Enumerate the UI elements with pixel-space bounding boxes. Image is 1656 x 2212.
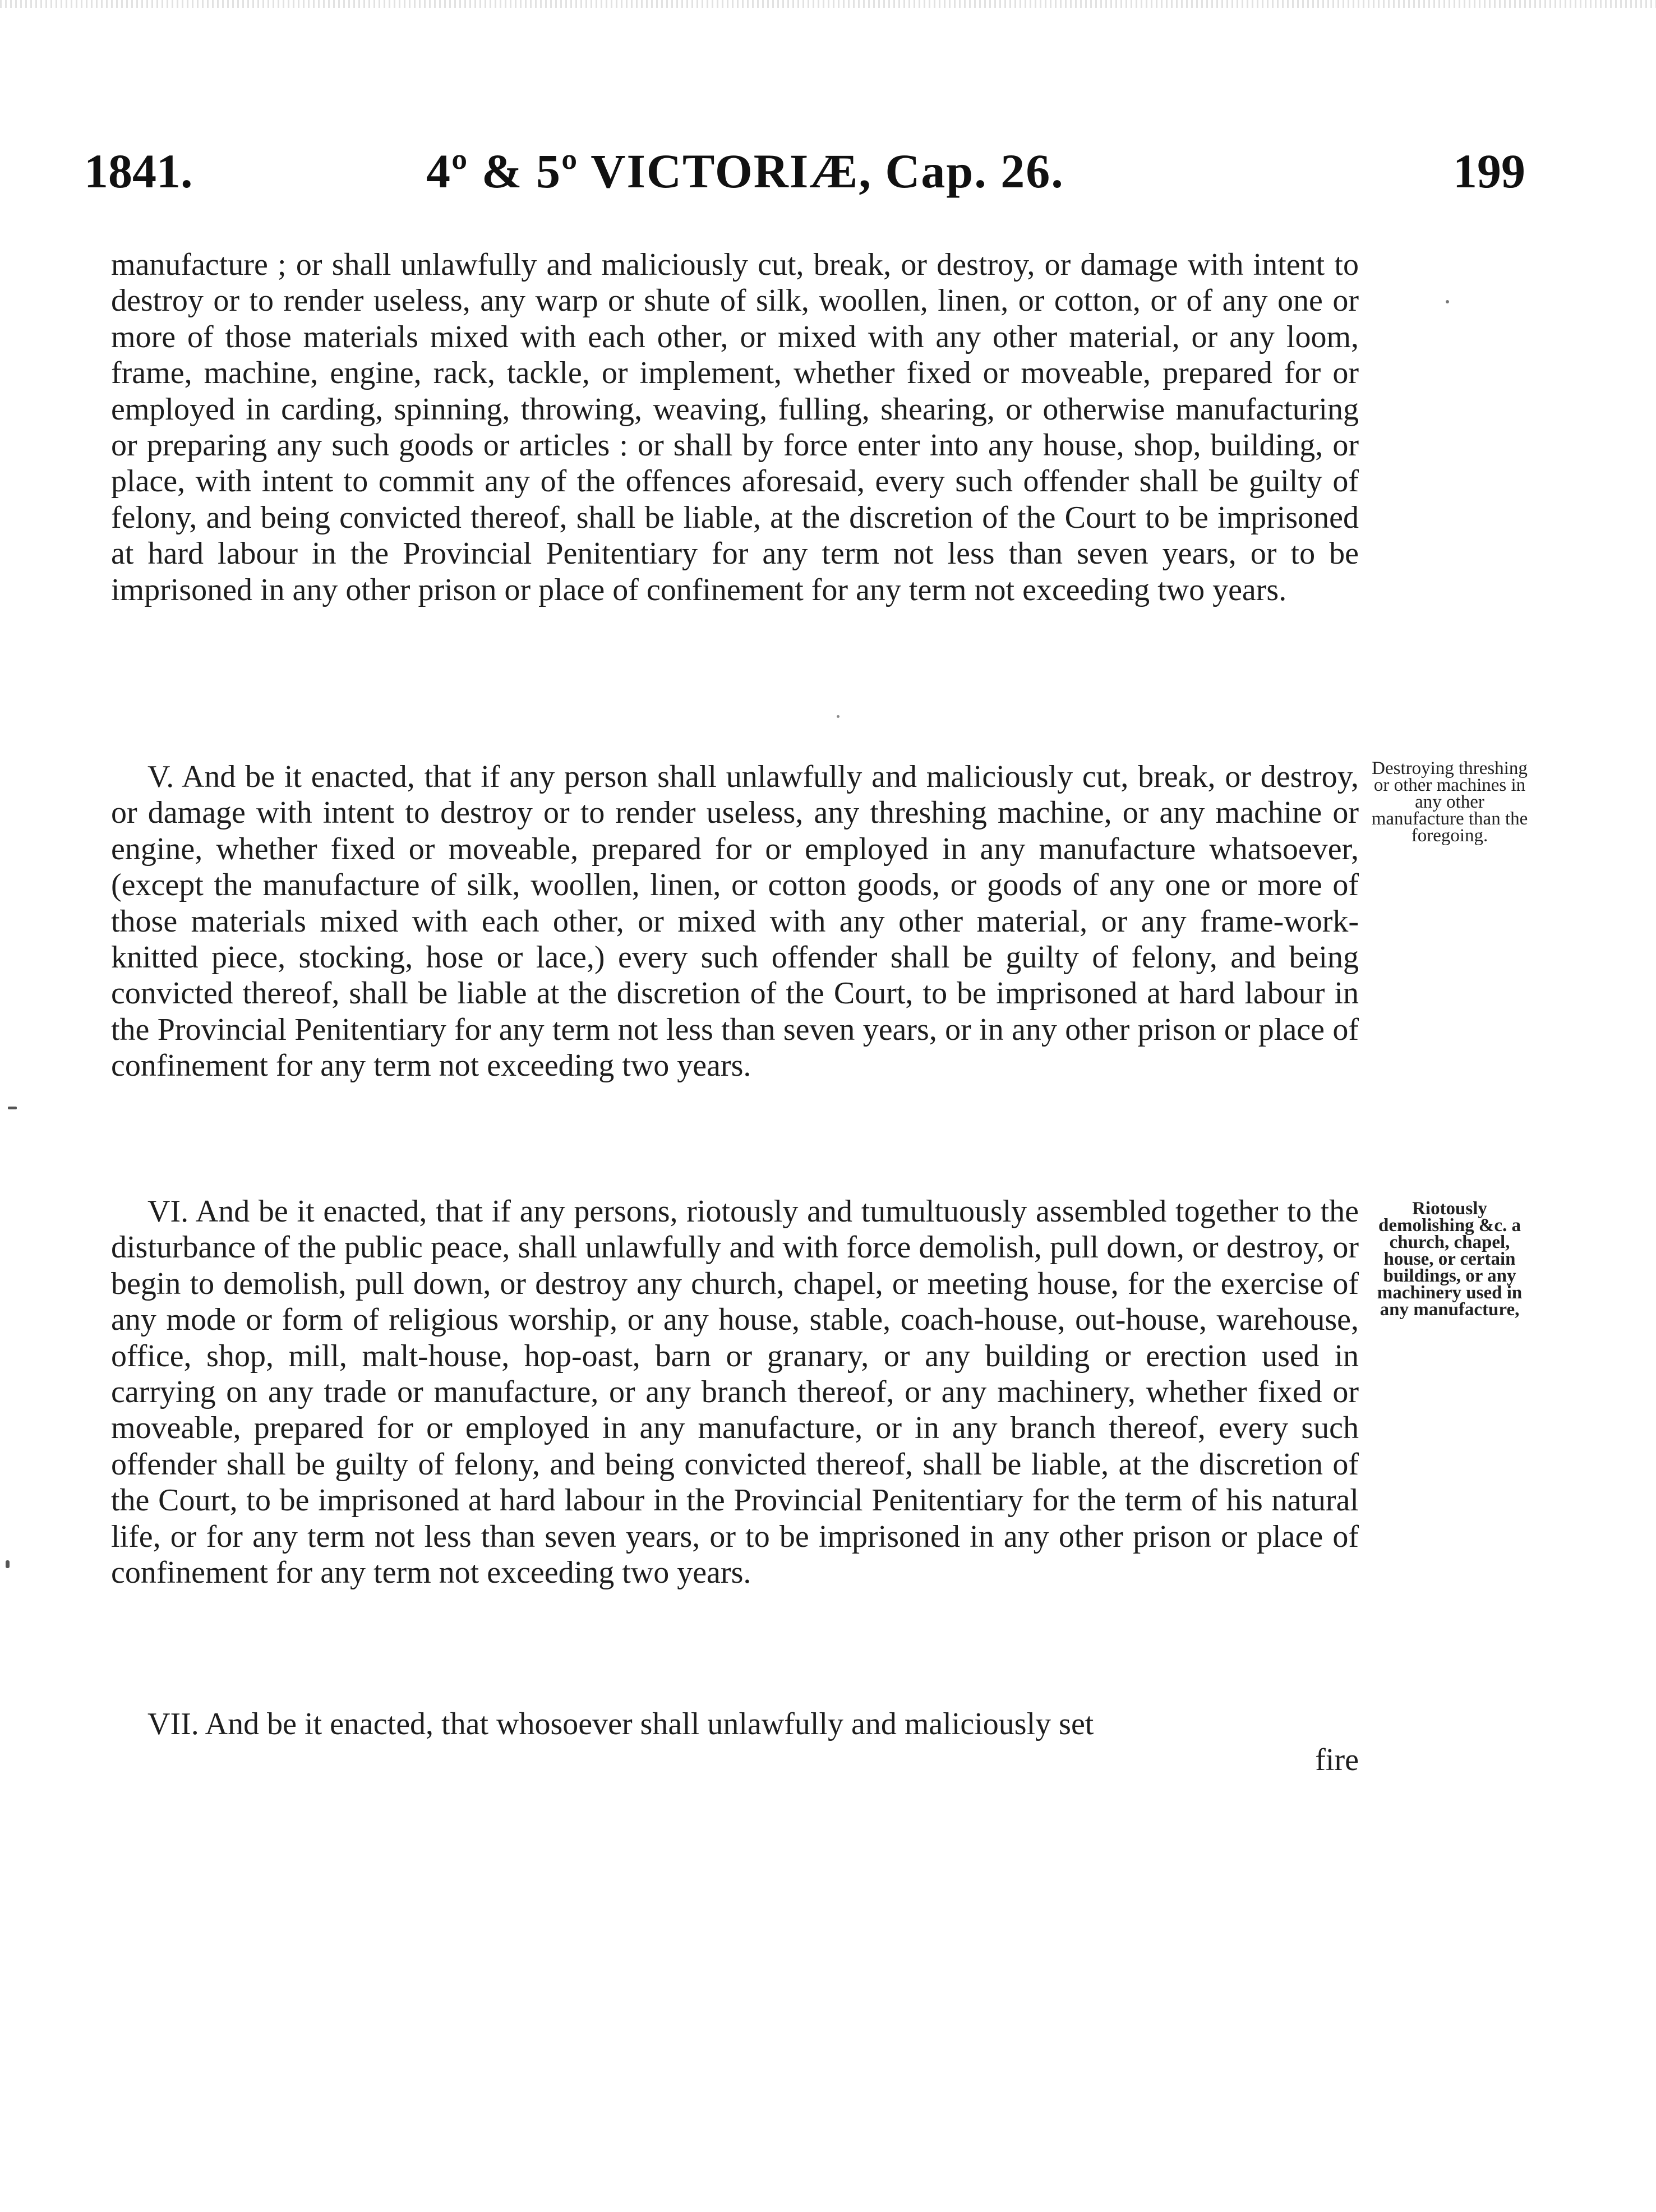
catchword: fire: [1315, 1743, 1359, 1778]
section-vi-paragraph: VI. And be it enacted, that if any persons, riotously and tumultuously assembled together to the disturbance of the public peace, shall unlawfully and with force demolish, pull down, or destroy, or begin to demolish, pull down, or destroy any church, chapel, or meeting house, for the exercise of any mode or form of religious worship, or any house, stable, coach-house, out-house, warehouse, office, shop, mill, malt-house, hop-oast, barn or granary, or any building or erection used in carrying on any trade or manufacture, or any branch thereof, or any machinery, whether fixed or moveable, prepared for or employed in any manufacture, or in any branch thereof, every such offender shall be guilty of felony, and being convicted thereof, shall be liable, at the discretion of the Court, to be imprisoned at hard labour in the Provincial Penitentiary for the term of his natural life, or for any term not less than seven years, or to be imprisoned in any other prison or place of confinement for any term not exceeding two years.: [111, 1194, 1359, 1591]
ink-speck: [6, 1560, 10, 1568]
margin-note-section-vi: Riotously demolishing &c. a church, chapel, house, or certain buildings, or any machinery used in any manufacture,: [1377, 1199, 1523, 1320]
running-header: [84, 140, 1525, 202]
section-vii-text: VII. And be it enacted, that whosoever shall unlawfully and maliciously set: [147, 1707, 1094, 1741]
scan-edge-artifact: [0, 0, 1656, 8]
header-year: 1841.: [84, 144, 193, 198]
section-vii-paragraph: [111, 1706, 1359, 1778]
page-number: 199: [1453, 144, 1525, 198]
ink-speck: [837, 715, 839, 718]
ink-speck: [1446, 300, 1449, 303]
margin-note-section-v: Destroying threshing or other machines in any other manufacture than the foregoing.: [1371, 758, 1528, 846]
section-v-paragraph: V. And be it enacted, that if any person shall unlawfully and maliciously cut, break, or destroy, or damage with intent to destroy or to render useless, any threshing machine, or any machine or engine, whether fixed or moveable, prepared for or employed in any manufacture whatsoever, (except the manufacture of silk, woollen, linen, or cotton goods, or goods of any one or more of those materials mixed with each other, or mixed with any other material, or any frame-work-knitted piece, stocking, hose or lace,) every such offender shall be guilty of felony, and being convicted thereof, shall be liable at the discretion of the Court, to be imprisoned at hard labour in the Provincial Penitentiary for any term not less than seven years, or in any other prison or place of confinement for any term not exceeding two years.: [111, 759, 1359, 1084]
ink-speck: [8, 1107, 17, 1109]
header-title: 4º & 5º VICTORIÆ, Cap. 26.: [426, 144, 1064, 198]
paragraph-continuation: manufacture ; or shall unlawfully and maliciously cut, break, or destroy, or damage with intent to destroy or to render useless, any warp or shute of silk, woollen, linen, or cotton, or of any one or more of those materials mixed with each other, or mixed with any other material, or any loom, frame, machine, engine, rack, tackle, or implement, whether fixed or moveable, prepared for or employed in carding, spinning, throwing, weaving, fulling, shearing, or otherwise manufacturing or preparing any such goods or articles : or shall by force enter into any house, shop, building, or place, with intent to commit any of the offences aforesaid, every such offender shall be guilty of felony, and being convicted thereof, shall be liable, at the discretion of the Court to be imprisoned at hard labour in the Provincial Penitentiary for any term not less than seven years, or to be imprisoned in any other prison or place of confinement for any term not exceeding two years.: [111, 247, 1359, 607]
